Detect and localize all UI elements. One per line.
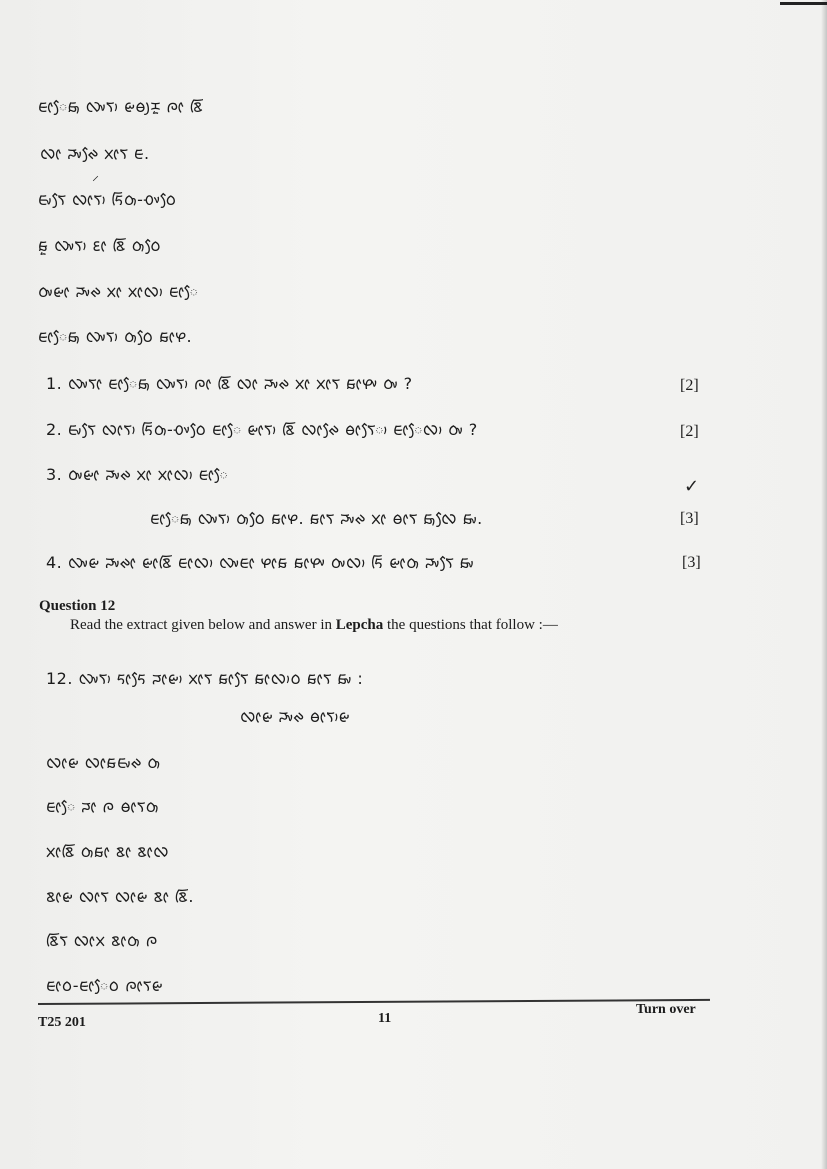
poem-line-1: ᰜᰦᰡ ᰜᰦᰑᰀᰤᰊ ᰓᰥ [46,753,161,772]
paper-code: T25 201 [38,1015,86,1030]
check-mark-icon: ✓ [684,476,700,497]
poem-line-6: ᰀᰦᰓ-ᰀᰦᰧᰓ ᰍᰦᰛᰡ [46,976,163,995]
question-12-instruction [70,617,558,634]
question-4 [46,552,474,576]
question-1-number: 1. [46,374,63,393]
top-corner-rule [780,2,827,5]
question-3-continuation: ᰀᰦᰧᰑᰥ ᰜᰤᰛᰥ ᰓᰥᰓᰧ ᰑᰦᰋ. ᰑᰦᰛ ᰎᰤᰊ ᰞᰦ ᰟᰦᰛ ᰑᰥᰜᰧ ᰑᰤ. [150,509,483,528]
question-4-marks: [3] [682,554,701,571]
question-4-number: 4. [46,553,63,572]
question-1-marks: [2] [680,377,699,394]
question-3-number: 3. [46,465,63,484]
question-2 [46,419,478,443]
poem-title: ᰜᰦᰡ ᰎᰤᰊ ᰟᰦᰛᰥᰡ [240,707,350,726]
question-3 [46,464,228,488]
page-number: 11 [378,1011,392,1026]
question-1 [46,373,413,397]
passage-line-6: ᰀᰦᰧᰑᰥ ᰜᰤᰛᰥ ᰓᰥᰓᰧ ᰑᰦᰋ. [38,327,193,346]
poem-line-4: ᰣᰦᰡ ᰜᰦᰛ ᰜᰦᰡ ᰣᰦ ᰣᰩ. [46,887,194,906]
page-edge-shadow [821,0,827,1169]
poem-line-2: ᰀᰦᰧ ᰎᰦ ᰍ ᰟᰦᰛᰓᰥ [46,797,159,816]
instruction-part-1: Read the extract given below and answer in [70,617,336,633]
question-12-intro [46,668,363,692]
instruction-language: Lepcha [335,617,384,633]
turn-over-note: Turn over [636,1002,696,1017]
question-12-intro-text: ᰜᰤᰛᰥ ᰁᰦᰁᰧ ᰎᰦᰡᰥ ᰞᰦᰛ ᰑᰦᰛᰧ ᰑᰦᰜᰥᰓ ᰑᰦᰛ ᰑᰤ : [78,669,364,688]
instruction-part-2: the questions that follow :— [383,617,558,633]
passage-line-1: ᰀᰦᰧᰑᰥ ᰜᰤᰛᰥ ᰡᰟᰪᰌᰬ ᰍᰦ ᰣᰩ [38,97,204,116]
question-3-marks: [3] [680,510,699,527]
passage-line-2: ᰜᰦ ᰎᰤᰊᰧ ᰞᰦᰛ ᰀ. [40,144,150,163]
pen-mark: ⸝ [92,168,99,184]
question-2-number: 2. [46,420,63,439]
question-12-number: 12. [46,669,73,688]
footer-rule [38,999,710,1005]
question-3-text: ᰓᰤᰡᰦ ᰎᰤᰊ ᰞᰦ ᰞᰦᰜᰥ ᰀᰦᰧ [67,465,229,484]
question-4-text: ᰜᰤᰡ ᰎᰤᰊᰦ ᰡᰦᰣᰩ ᰀᰦᰜᰥ ᰜᰤᰀᰦ ᰋᰦᰑ ᰑᰦᰋᰤ ᰓᰤᰜᰥ ᰁᰩ ᰡᰦᰓᰥ ᰎᰤᰛᰧ ᰑᰤ [67,553,475,572]
question-2-marks: [2] [680,423,699,440]
question-2-text: ᰀᰤᰛᰧ ᰜᰦᰛᰥ ᰁᰩᰓᰥ-ᰆᰤᰓᰧ ᰀᰦᰧ ᰡᰦᰛᰥ ᰣᰩ ᰜᰦᰊᰧ ᰟᰦᰛᰧᰥ ᰀᰦᰧᰜᰥ ᰓᰤ ? [67,420,478,439]
poem-line-3: ᰞᰦᰣᰩ ᰓᰥᰑᰦ ᰣᰦ ᰣᰦᰜ [46,842,170,861]
passage-line-5: ᰓᰤᰡᰦ ᰎᰤᰊ ᰞᰦ ᰞᰦᰜᰥ ᰀᰦᰧ [38,282,199,301]
question-1-text: ᰜᰤᰛᰦ ᰀᰦᰧᰑᰥ ᰜᰤᰛᰥ ᰍᰦ ᰣᰩ ᰜᰦ ᰎᰤᰊ ᰞᰦ ᰞᰦᰛ ᰑᰦᰋᰤ ᰓᰤ ? [67,374,413,393]
passage-line-4: ᰑᰬ ᰜᰤᰛᰥ ᰚᰦ ᰣᰩ ᰓᰥᰓᰧ [38,236,162,255]
poem-line-5: ᰣᰩᰛ ᰜᰦᰞ ᰣᰦᰓᰥ ᰍ [46,931,158,950]
passage-line-3: ᰀᰤᰛᰧ ᰜᰦᰛᰥ ᰁᰩᰓᰥ-ᰆᰤᰓᰧ [38,190,177,209]
question-12-heading: Question 12 [39,598,116,614]
